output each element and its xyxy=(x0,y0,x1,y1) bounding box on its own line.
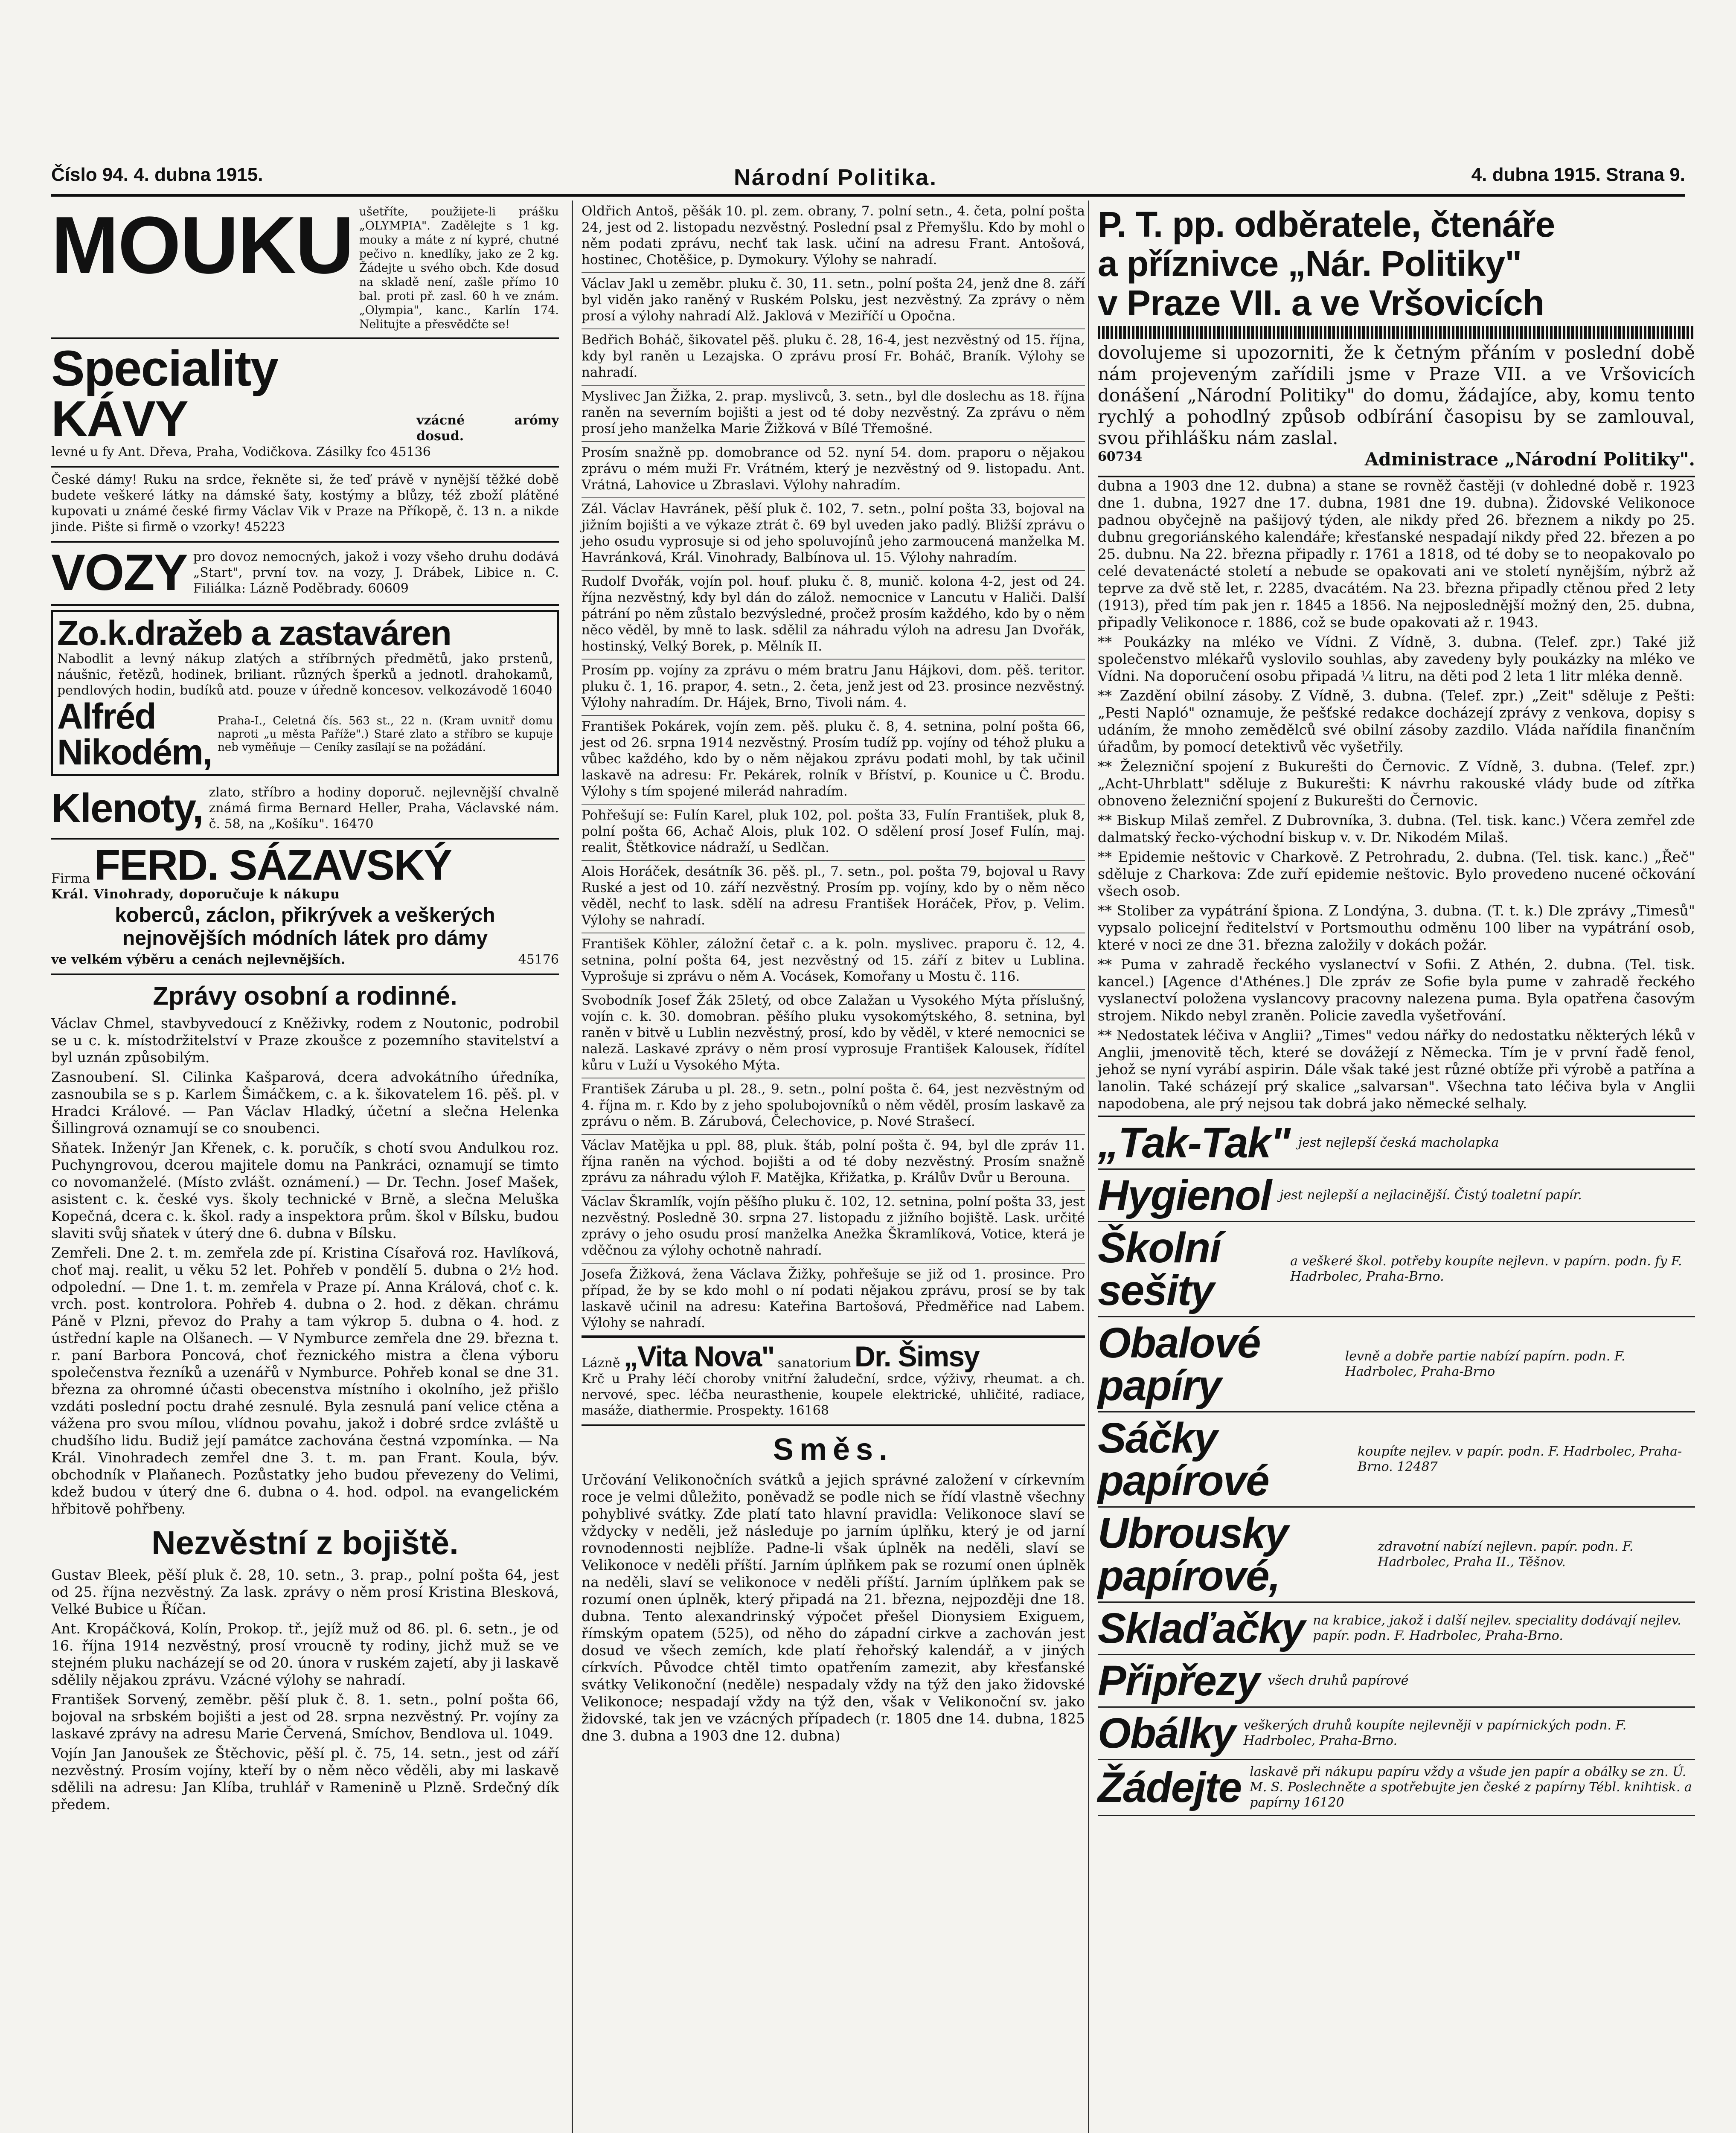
ad-kavy-word: Speciality KÁVY xyxy=(51,340,278,447)
missing-notice: František Záruba u pl. 28., 9. setn., polní pošta č. 64, jest nezvěstným od 4. října m. r. Kdo by z jeho spolubojovníků o něm věděl, prosím laskavě za zprávu o něm. B. Zárubová, Čelechovice, p. Nové Strašecí. xyxy=(582,1078,1085,1135)
ad-sazavsky-line2: koberců, záclon, přikrývek a veškerých nejnovějších módních látek pro dámy xyxy=(115,904,495,950)
ad-word: Obálky xyxy=(1098,1709,1235,1757)
missing-notice: Zál. Václav Havránek, pěší pluk č. 102, 7. setn., polní pošta 33, bojoval na jižním bojišti a ve výkaze ztrát č. 69 byl uveden jako padlý. Bližší zprávu o jeho osudu vyprosuje si od jeho spoluvojínů jeho zarmoucená manželka M. Havránková, Král. Vinohrady, Balbínova ul. 15. Výlohy nahradím. xyxy=(582,498,1085,571)
ad-word: Sáčky papírové xyxy=(1098,1414,1269,1505)
news-paragraph: ** Puma v zahradě řeckého vyslanectví v Sofii. Z Athén, 2. dubna. (Tel. tisk. kancel.) [Agence d'Athénes.] Dle zpráv ze Sofie byla pumе v zahradě řeckého vyslanectví položena vyslancovy pracovny nalezena puma. Byla opatřena časovým strojem. Nikdo nebyl zraněn. Policie zavedla vyšetřování. xyxy=(1098,956,1695,1024)
ad-word: Žádejte xyxy=(1098,1764,1242,1811)
ad-sazavsky-firma: Firma xyxy=(51,871,90,886)
missing-notice: Prosím pp. vojíny za zprávu o mém bratru Janu Hájkovi, dom. pěš. teritor. pluku č. 1, 16. prapor, 4. setn., 2. četa, jenž jest od 23. prosince nezvěstný. Výlohy nahradím. Dr. Hájek, Brno, Tivoli nám. 4. xyxy=(582,660,1085,716)
ad-obalove-papiry xyxy=(1098,1317,1695,1412)
ad-klenoty xyxy=(51,780,559,840)
osobni-paragraph: Zemřeli. Dne 2. t. m. zemřela zde pí. Kristina Císařová roz. Havlíková, choť maj. realit, u věku 52 let. Pohřeb v pondělí 5. dubna o 2½ hod. odpolední. — Dne 1. t. m. zemřela v Praze pí. Anna Králová, choť c. k. vrch. post. kontrolora. Pohřeb 4. dubna o 2. hod. z děkan. chrámu Páně v Plzni, převoz do Prahy a tam výkrop 5. dubna o 4. hod. z ústřední kaple na Olšanech. — V Nymburce zemřela dne 29. března t. r. paní Barbora Poncová, choť řeznického mistra a člena výboru společenstva řezníků a uzenářů v Nymburce. Pohřeb konal se dne 31. března za ohromné účasti obecenstva místního i okolního, jež přišlo vzdáti poslední poctu drahé zesnulé. Byla zesnulá paní velice ctěna a vážena pro svou mílou, vlídnou povahu, jakož i dobré srdce zvláště u chudšího lidu. Budiž její památce zachována čestná vzpomínka. — Na Král. Vinohradech zemřel dne 3. t. m. pan Frant. Koula, býv. obchodník v Plaňanech. Pozůstatky jeho budou převezeny do Velimi, kdež budou v úterý dne 6. dubna o 4. hod. odpol. na evangelickém hřbitově pohřbeny. xyxy=(51,1244,559,1517)
papir-ads xyxy=(1098,1116,1695,1816)
ad-zastavaren-name: Alfréd Nikodém, xyxy=(57,696,212,772)
news-paragraph: ** Poukázky na mléko ve Vídni. Z Vídně, 3. dubna. (Telef. zpr.) Také již společenstvo mlékařů vyslovilo souhlas, aby zavedeny byly poukázky na mléko ve Vídni. Na doporučení osobu připadá ¼ litru, na děti pod 2 leta 1 litr mléka denně. xyxy=(1098,634,1695,684)
section-smes-text: Určování Velikonočních svátků a jejich správné založení v církevním roce je velmi důležito, poněvadž se podle nich se řídí vlastně všechny pohyblivé svátky. Zde platí tato hlavní pravidla: Velikonoce slaví se vždycky v neděli, jež následuje po jarním úplňku, který je od jarní rovnodennosti nejblíže. Padne-li však úplněk na neděli, slaví se Velikonoce v neděli příští. Jarním úplňkem pak se rozumí onen úplněk na neděli, slaví se velikonoce v neděli příští. Jarním úplňkem pak se rozumí onen úplněk, který připadá na 21. března, nejpozději dne 18. dubna. Tento alexandrinský výpočet přešel Dionysiem Exiguem, římským opatem (525), od něho do západní cirkve a zachován jest dosud ve všech zemích, kde platí řehořský kalendář, a v jiných církvích. Původce chtěl timto opatřením zamezit, aby křesťanské svátky Velikonoční (neděle) nespadaly vždy na týž den jako židovské Velikonoce; nespadají vždy na týž den, však v Velikonoční sv. jako židovské, tak jen ve vzácných případech (r. 1805 dne 14. dubna, 1825 dne 3. dubna a 1903 dne 12. dubna) xyxy=(582,1471,1085,1744)
column-3-news xyxy=(1098,477,1695,1112)
ad-zastavaren-title: Zo.k.dražeb a zastaváren xyxy=(57,614,451,653)
missing-notice: František Köhler, záložní četař c. a k. poln. myslivec. praporu č. 12, 4. setnina, polní pošta 64, jest nezvěstný od 15. září z bitev u Lublina. Vyprošuje si zprávu o něm A. Vocásek, Komořany u Mostu č. 116. xyxy=(582,933,1085,990)
ad-vita-nova xyxy=(582,1336,1085,1426)
osobni-paragraph: Sňatek. Inženýr Jan Křenek, c. k. poručík, s chotí svou Andulkou roz. Puchyngrovou, dcerou majitele domu na Pankráci, oznamují se timto co novomanželé. (Místo zvlášt. oznámení.) — Dr. Techn. Josef Mašek, asistent c. k. české vys. školy technické v Brně, a slečna Meluška Kopečná, dcera c. k. škol. rady a inspektora prům. škol v Bílsku, budou slaviti svůj sňatek v úterý dne 6. dubna v Bílsku. xyxy=(51,1139,559,1241)
ad-pt-text: dovolujeme si upozorniti, že k četným přáním v poslední době nám projeveným zařídili jsme v Praze VII. a ve Vršovicích donášení „Národní Politiky" do domu, žádajíce, aby, komu tento rychlý a pohodlný způsob odbírání časopisu by se zamlouval, svou přihlášku nám zaslal. xyxy=(1098,342,1695,448)
news-paragraph: dubna a 1903 dne 12. dubna) a stane se rovněž častěji (v dohledné době r. 1923 dne 1. dubna, 1927 dne 17. dubna, 1981 dne 19. dubna). Židovské Velikonoce padnou obyčejně na pašijový týden, ale nikdy před 26. březnem a nikdy po 25. dubnu gregoriánského kalendáře; křesťanské nespadají nikdy před 22. březen a po 25. dubnu. Na 22. března připadly r. 1761 a 1818, od té doby se to neopakovalo po celé devatenácté století a nebude se opakovati ani ve století nynějším, nýbrž až teprve za dvě stě let, r. 2285, dvacátém. Na 23. března připadly ctěnou před 2 lety (1913), před tím pak jen r. 1845 a 1856. Na nejposlednější možný den, 25. dubna, připadly Velikonoce r. 1886, což se bude opakovati až r. 1943. xyxy=(1098,477,1695,631)
ad-tak-tak xyxy=(1098,1117,1695,1170)
nezvestni-paragraph: Vojín Jan Janoušek ze Štěchovic, pěší pl. č. 75, 14. setn., jest od září nezvěstný. Prosím vojíny, kteří by o něm něco věděli, aby mi laskavě sdělili na adresu: Jan Klíba, truhlář v Ramenině u Plzně. Srdečný dík předem. xyxy=(51,1745,559,1813)
missing-notice: Pohřešují se: Fulín Karel, pluk 102, pol. pošta 33, Fulín František, pluk 8, polní pošta 66, Achač Alois, pluk 102. O sdělení prosí Josef Fulín, maj. realit, Štětkovice nádraží, u Sedlčan. xyxy=(582,805,1085,861)
ad-text: na krabice, jakož i další nejlev. speciality dodávají nejlev. papír. podn. F. Hadrbolec, Praha-Brno. xyxy=(1313,1613,1681,1643)
ad-pt-odberatele xyxy=(1098,201,1695,477)
ad-pt-title-3: v Praze VII. a ve Vršovicích xyxy=(1098,283,1544,323)
ad-text: koupíte nejlev. v papír. podn. F. Hadrbolec, Praha-Brno. 12487 xyxy=(1357,1444,1682,1474)
missing-notice: Josefa Žižková, žena Václava Žižky, pohřešuje se již od 1. prosince. Pro případ, že by se kdo mohl o ní podati nějakou zprávu, prosí se by tak laskavě učinil na adresu: Kateřina Bartošová, Předměřice nad Labem. Výlohy se nahradí. xyxy=(582,1264,1085,1336)
page-header xyxy=(51,164,1685,197)
newspaper-title: Národní Politika. xyxy=(734,165,938,190)
ad-zastavaren-addr: Praha-I., Celetná čís. 563 st., 22 n. (Kram uvnitř domu naproti „u města Paříže".) Staré zlato a stříbro se kupuje neb vyměňuje — Ceníky zasílají se na požádání. xyxy=(218,714,553,754)
ad-hygienol xyxy=(1098,1170,1695,1222)
ad-text: a veškeré škol. potřeby koupíte nejlevn. v papírn. podn. fy F. Hadrbolec, Praha-Brno. xyxy=(1290,1254,1682,1284)
news-paragraph: ** Epidemie neštovic v Charkově. Z Petrohradu, 2. dubna. (Tel. tisk. kanc.) „Řeč" sděluje z Charkova: Zde zuří epidemie neštovic. Bylo provedeno nucené očkování všech osob. xyxy=(1098,849,1695,899)
missing-notice: Prosím snažně pp. domobrance od 52. nyní 54. dom. praporu o nějakou zprávu o mém muži Fr. Vrátném, který je nezvěstný od 9. listopadu. Ant. Vrátná, Lahovice u Zbraslavi. Výlohy nahradím. xyxy=(582,442,1085,498)
ad-text: zdravotní nabízí nejlevn. papír. podn. F. Hadrbolec, Praha II., Těšnov. xyxy=(1378,1539,1634,1569)
ad-vita-nova-pre: Lázně xyxy=(582,1356,620,1371)
missing-notice: Václav Škramlík, vojín pěšího pluku č. 102, 12. setnina, polní pošta 33, jest nezvěstný. Posledně 30. srpna 27. listopadu z jižního bojiště. Lask. určité zprávy o jeho osudu prosí manželka Anežka Škramlíková, Votice, která je vděčnou za výlohy ochotně nahradí. xyxy=(582,1191,1085,1264)
ad-pt-title-1: P. T. pp. odběratele, čtenáře xyxy=(1098,204,1555,244)
ad-zastavaren xyxy=(51,610,559,776)
ad-vita-nova-dr: Dr. Šimsy xyxy=(854,1340,979,1373)
ad-skolni-sesity xyxy=(1098,1222,1695,1317)
nezvestni-paragraph: František Sorvený, zeměbr. pěší pluk č. 8. 1. setn., polní pošta 66, bojoval na srbském bojišti a jest od 28. srpna nezvěstný. Pr. vojíny za laskavé zprávy na adresu Marie Červená, Smíchov, Bendlova ul. 1049. xyxy=(51,1691,559,1742)
ad-vozy-text: pro dovoz nemocných, jakož i vozy všeho druhu dodává „Start", první tov. na vozy, J. Drábek, Libice n. C. Filiálka: Lázně Poděbrady. 60609 xyxy=(193,549,559,596)
column-2 xyxy=(572,201,1085,2133)
ad-vozy xyxy=(51,543,559,606)
section-osobni-title: Zprávy osobní a rodinné. xyxy=(153,982,457,1010)
ad-vozy-word: VOZY xyxy=(51,544,187,601)
decorative-rule xyxy=(1098,326,1695,339)
ad-kavy-side: vzácné arómy dosud. xyxy=(416,413,559,444)
missing-notice: Oldřich Antoš, pěšák 10. pl. zem. obrany, 7. polní setn., 4. četa, polní pošta 24, jest od 2. listopadu nezvěstný. Poslední psal z Přemyšlu. Kdo by mohl o něm podati zprávu, nechť tak lask. učiní na adresu Frant. Antošová, hostinec, Chotěšice, p. Dymokury. Výlohy se nahradí. xyxy=(582,201,1085,273)
news-paragraph: ** Nedostatek léčiva v Anglii? „Times" vedou nářky do nedostatku některých léků v Anglii, jmenovitě těch, které se dovážejí z Německa. Tím je v první řadě fenol, jehož se nyní vyrábí aspirin. Dále však také jest různé obtíže při výrobě a patřína a lanolin. Také scházejí prý skalice „salvarsan". Všechna tato léčiva byla v Anglii napodobena, ale prý nejsou tak dobrá jako německé selhaly. xyxy=(1098,1027,1695,1112)
ad-zastavaren-text: Nabodlit a levný nákup zlatých a stříbrných předmětů, jako prstenů, náušnic, řetězů, hodinek, briliant. různých šperků a jednotl. drahokamů, pendlových hodin, budíků atd. pouze v úředně koncesov. velkozávodě 16040 xyxy=(57,651,553,698)
section-osobni xyxy=(51,1015,559,1517)
ad-kavy-text: levné u fy Ant. Dřeva, Praha, Vodičkova. Zásilky fco 45136 xyxy=(51,445,431,459)
ad-vita-nova-text: Krč u Prahy léčí choroby vnitřní žaludeční, srdce, výživy, rheumat. a ch. nervové, spec. léčba neurasthenie, koupele elektrické, uhličité, radiace, masáže, diathermie. Prospekty. 16168 xyxy=(582,1372,1085,1418)
section-nezvestni xyxy=(51,1566,559,1813)
column-1 xyxy=(51,201,559,2133)
ad-word: Připřezy xyxy=(1098,1657,1259,1705)
missing-notice: Bedřich Boháč, šikovatel pěš. pluku č. 28, 16-4, jest nezvěstný od 15. října, kdy byl raněn u Lezajska. O zprávu prosí Fr. Boháč, Braník. Výlohy se nahradí. xyxy=(582,329,1085,386)
ad-vita-nova-name: „Vita Nova" xyxy=(623,1340,774,1373)
ad-word: Obalové papíry xyxy=(1098,1319,1260,1409)
missing-notice: Myslivec Jan Žižka, 2. prap. myslivců, 3. setn., byl dle doslechu as 18. října raněn na severním bojišti a jest od té doby nezvěstný. Za zprávu o něm prosí jeho manželka Marie Žižková v Bílé Třemošné. xyxy=(582,386,1085,442)
news-paragraph: ** Železniční spojení z Bukurešti do Černovic. Z Vídně, 3. dubna. (Telef. zpr.) „Acht-Uhrblatt" sděluje z Bukurešti: K návrhu rakouské vlády bude od zítřka obnoveno železniční spojení z Bukurešti do Černovic. xyxy=(1098,758,1695,809)
ad-sazavsky-line3: ve velkém výběru a cenách nejlevnějších. xyxy=(51,952,346,967)
ad-sazavsky-line1: Král. Vinohrady, doporučuje k nákupu xyxy=(51,887,340,902)
missing-notice: Svobodník Josef Žák 25letý, od obce Zalažan u Vysokého Mýta příslušný, vojín c. k. 30. domobran. pěšího pluku vysokomýtského, 8. setnina, byl raněn v bitvě u Lublin nezvěstný, prosí, kdo by věděl, v které nemocnici se naleză. Laskavé zprávy o něm prosí vyprosuje František Kalousek, řídítel kůru v Luží u Vysokého Mýta. xyxy=(582,990,1085,1078)
ad-sacky xyxy=(1098,1412,1695,1508)
news-paragraph: ** Zazdění obilní zásoby. Z Vídně, 3. dubna. (Telef. zpr.) „Zeit" sděluje z Pešti: „Pesti Napló" oznamuje, že pešťské redakce docházejí zprávy z venkova, dopisy s udáním, že mnoho zemědělců své obilní zásoby zazdilo. Vláda nařídila finančním úřadům, by pomocí detektivů věc vyšetřily. xyxy=(1098,687,1695,755)
ad-kavy xyxy=(51,339,559,468)
ad-word: Hygienol xyxy=(1098,1171,1271,1219)
ad-mouka xyxy=(51,201,559,339)
osobni-paragraph: Zasnoubení. Sl. Cilinka Kašparová, dcera advokátního úředníka, zasnoubila se s p. Karlem Šimáčkem, c. a k. šikovatelem 16. pěš. pl. v Hradci Králové. — Pan Václav Hladký, účetní a slečna Helenka Šillingrová oznamují se co snoubenci. xyxy=(51,1069,559,1136)
ad-klenoty-word: Klenoty, xyxy=(51,785,203,831)
ad-vita-nova-mid: sanatorium xyxy=(777,1356,851,1371)
ad-sazavsky-name: FERD. SÁZAVSKÝ xyxy=(94,841,451,889)
section-smes-title: Směs. xyxy=(773,1433,894,1467)
ad-zadejte xyxy=(1098,1760,1695,1816)
ad-pt-num: 60734 xyxy=(1098,449,1143,464)
section-nezvestni-title: Nezvěstní z bojiště. xyxy=(151,1524,459,1561)
ad-text: laskavě při nákupu papíru vždy a všude jen papír a obálky se zn. Ú. M. S. Poslechněte a spotřebujte jen české z papírny Tébl. knihtisk. a papírny 16120 xyxy=(1250,1764,1692,1810)
ad-word: Školní sešity xyxy=(1098,1224,1221,1314)
issue-number: Číslo 94. 4. dubna 1915. xyxy=(51,164,263,185)
ad-text: všech druhů papírové xyxy=(1268,1673,1409,1688)
ad-ceske-damy: České dámy! Ruku na srdce, řekněte si, že teď právě v nynější těžké době budete veškeré látky na dámské šaty, kostýmy a blůzy, též zboží plátěné kupovati u známé české firmy Václav Vik v Praze na Příkopě, č. 13 n. a nikde jinde. Pište si firmě o vzorky! 45223 xyxy=(51,468,559,543)
ad-sazavsky-num: 45176 xyxy=(518,952,559,967)
ad-obalky xyxy=(1098,1708,1695,1760)
ad-pt-sign: Administrace „Národní Politiky". xyxy=(1364,449,1695,470)
news-paragraph: ** Stoliber za vypátrání špiona. Z Londýna, 3. dubna. (T. t. k.) Dle zprávy „Timesů" vypsalo policejní ředitelství v Portsmouthu odměnu 100 liber na vypátrání osob, které v noci ze dne 31. března založily v dokách požár. xyxy=(1098,902,1695,953)
ad-sazavsky xyxy=(51,840,559,975)
ad-klenoty-text: zlato, stříbro a hodiny doporuč. nejlevnější chvalně známá firma Bernard Heller, Praha, Václavské nám. č. 58, na „Košíku". 16470 xyxy=(209,785,559,831)
missing-notice: František Pokárek, vojín zem. pěš. pluku č. 8, 4. setnina, polní pošta 66, jest od 26. srpna 1914 nezvěstný. Prosím tudíž pp. vojíny od téhož pluku a vůbec každého, kdo by o něm nějakou zprávu podati mohl, by tak učinil laskavě na adresu: Fr. Pekárek, rolník v Bříství, p. Kounice u Č. Brodu. Výlohy s tím spojené milerád nahradím. xyxy=(582,716,1085,805)
ad-mouka-text: ušetříte, použijete-li prášku „OLYMPIA". Zadělejte s 1 kg. mouky a máte z ní kypré, chutné pečivo n. knedlíky, jako ze 2 kg. Žádejte u svého obch. Kde dosud na skladě není, zašle přímo 10 bal. proti př. zasl. 60 h ve znám. „Olympia", kanc., Karlín 174. Nelitujte a přesvědčte se! xyxy=(359,205,559,331)
ad-text: veškerých druhů koupíte nejlevněji v papírnických podn. F. Hadrbolec, Praha-Brno. xyxy=(1243,1718,1627,1748)
ad-skladacky xyxy=(1098,1603,1695,1655)
ad-word: Sklaďačky xyxy=(1098,1604,1305,1652)
nezvestni-paragraph: Ant. Kropáčková, Kolín, Prokop. tř., jejíž muž od 86. pl. 6. setn., je od 16. října 1914 nezvěstný, prosí vroucně ty rodiny, jichž muž se ve stejném pluku nacházejí se od 20. února v ruském zajetí, aby ji laskavě sdělily nějakou zprávu. Vzácné výlohy se nahradí. xyxy=(51,1620,559,1688)
ad-mouka-word: MOUKU xyxy=(51,201,353,291)
ad-text: levně a dobře partie nabízí papírn. podn. F. Hadrbolec, Praha-Brno xyxy=(1345,1349,1626,1379)
page-date: 4. dubna 1915. Strana 9. xyxy=(1471,164,1685,185)
ad-word: Ubrousky papírové, xyxy=(1098,1509,1288,1600)
column-3 xyxy=(1088,201,1695,2133)
missing-notice: Rudolf Dvořák, vojín pol. houf. pluku č. 8, munič. kolona 4-2, jest od 24. října nezvěstný, kdy byl dán do zálož. nemocnice v Lancutu v Haliči. Další pátrání po něm zůstalo bezvýsledné, pročež prosím každého, kdo by o něm něco věděl, by mně to lask. sdělil za náhradu výloh na adresu Jan Dvořák, hostinský, Velký Borek, p. Mělník II. xyxy=(582,571,1085,660)
ad-text: jest nejlepší a nejlacinější. Čistý toaletní papír. xyxy=(1279,1188,1582,1203)
ad-ubrousky xyxy=(1098,1508,1695,1603)
missing-notice: Alois Horáček, desátník 36. pěš. pl., 7. setn., pol. pošta 79, bojoval u Ravy Ruské a jest od 10. září nezvěstný. Prosím pp. vojíny, kdo by o něm něco věděl, nechť to lask. sdělí na adresu František Horáček, Přov, p. Velim. Výlohy se nahradí. xyxy=(582,861,1085,933)
ad-word: „Tak-Tak" xyxy=(1098,1119,1290,1167)
news-paragraph: ** Biskup Milaš zemřel. Z Dubrovníka, 3. dubna. (Tel. tisk. kanc.) Včera zemřel zde dalmatský řecko-východní biskup v. v. Dr. Nikodém Milaš. xyxy=(1098,812,1695,846)
ad-pripreze xyxy=(1098,1655,1695,1708)
missing-notice: Václav Matějka u ppl. 88, pluk. štáb, polní pošta č. 94, byl dle zpráv 11. října raněn na východ. bojišti a od té doby nezvěstný. Prosím snažně zprávu za náhradu výloh F. Matějka, Křižatka, p. Králův Dvůr u Berouna. xyxy=(582,1135,1085,1191)
osobni-paragraph: Václav Chmel, stavbyvedoucí z Kněživky, rodem z Noutonic, podrobil se u c. k. místodržitelství v Praze zkoušce z pozemního stavitelství a byl uznán způsobilým. xyxy=(51,1015,559,1066)
missing-notice: Václav Jakl u zeměbr. pluku č. 30, 11. setn., polní pošta 24, jenž dne 8. září byl viděn jako raněný v Ruském Polsku, jest nezvěstný. Za zprávy o něm prosí a výlohy nahradí Alž. Jaklová v Meziříčí u Opočna. xyxy=(582,273,1085,329)
ad-text: jest nejlepší česká macholapka xyxy=(1298,1135,1499,1150)
nezvestni-paragraph: Gustav Bleek, pěší pluk č. 28, 10. setn., 3. prap., polní pošta 64, jest od 25. října nezvěstný. Za lask. zprávy o něm prosí Kristina Blesková, Velké Bubice u Říčan. xyxy=(51,1566,559,1617)
ad-pt-title-2: a příznivce „Nár. Politiky" xyxy=(1098,244,1522,284)
